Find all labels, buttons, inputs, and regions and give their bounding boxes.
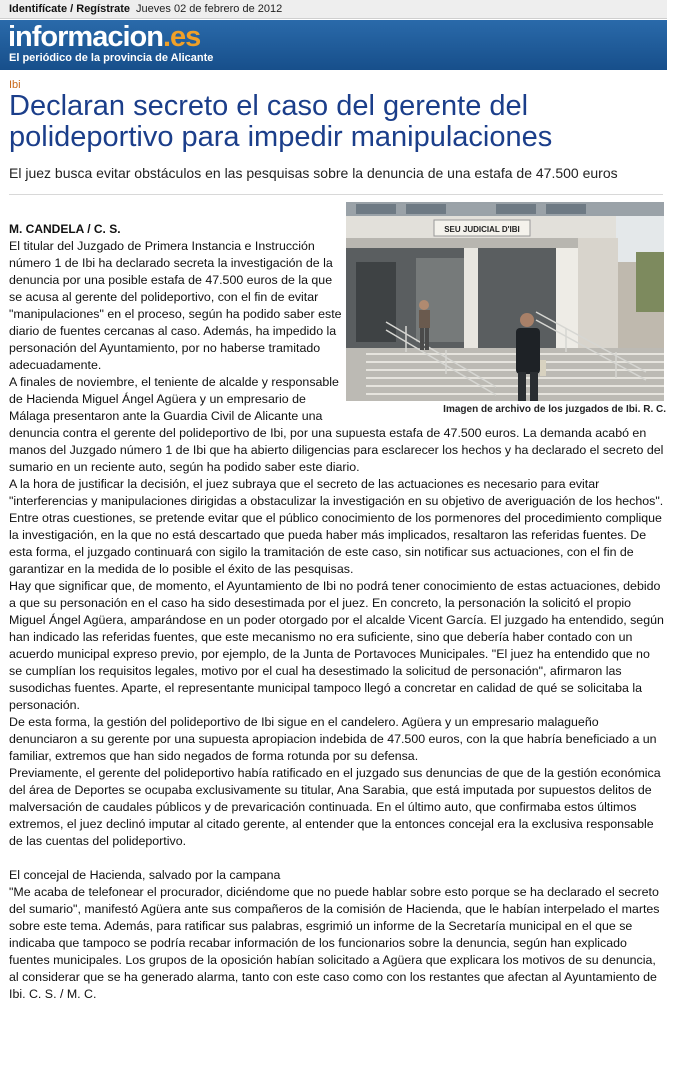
article-body	[9, 238, 666, 1003]
paragraph: El titular del Juzgado de Primera Instancia e Instrucción número 1 de Ibi ha declarado secreta la investigación de la denuncia por una posible estafa de 47.500 euros de la que se acusa al gerente del polideportivo, con el fin de evitar "manipulaciones" en el proceso, según ha podido saber este diario de fuentes cercanas al caso. Además, ha impedido la personación del Ayuntamiento, por no haberse tramitado adecuadamente.	[9, 239, 342, 372]
topbar-separator: /	[67, 3, 77, 15]
byline: M. CANDELA / C. S.	[9, 222, 121, 236]
logo-suffix: es	[170, 21, 201, 53]
paragraph: A finales de noviembre, el teniente de alcalde y responsable de Hacienda Miguel Ángel Agüera y un empresario de Málaga presentaron ante la Guardia Civil de Alicante una denuncia contra el gerente del polideportivo de Ibi, por una supuesta estafa de 47.500 euros. La demanda acabó en manos del Juzgado número 1 de Ibi que ha abierto diligencias para esclarecer los hechos y ha declarado el secreto del sumario en un reciente auto, según ha podido saber este diario.	[9, 375, 664, 474]
courthouse-sign: SEU JUDICIAL D'IBI	[444, 225, 520, 234]
register-link[interactable]: Regístrate	[76, 3, 131, 15]
site-logo[interactable]	[8, 21, 200, 54]
divider	[9, 194, 663, 195]
subheading: El concejal de Hacienda, salvado por la campana	[9, 868, 281, 882]
top-bar	[0, 0, 667, 19]
paragraph: A la hora de justificar la decisión, el juez subraya que el secreto de las actuaciones es necesario para evitar "interferencias y manipulaciones dirigidas a obstaculizar la investigación en su objetivo de averiguación de los hechos". Entre otras cuestiones, se pretende evitar que el público conocimiento de los pormenores del procedimiento complique la investigación, en la que no está descartado que pueda haber más implicados, resaltaron las referidas fuentes. De esta forma, el juzgado continuará con sigilo la tramitación de este caso, sin notificar sus actuaciones, con el fin de garantizar en la medida de lo posible el éxito de las pesquisas.	[9, 477, 664, 576]
logo-main: informacion	[8, 21, 163, 53]
paragraph-gap	[9, 850, 666, 867]
photo-caption: Imagen de archivo de los juzgados de Ibi. R. C.	[443, 404, 666, 415]
site-tagline: El periódico de la provincia de Alicante	[9, 52, 214, 64]
paragraph: Previamente, el gerente del polideportivo había ratificado en el juzgado sus denuncias de que de la gestión económica del área de Deportes se ocupaba exclusivamente su titular, Ana Sarabia, que está imputada por supuestos delitos de malversación de caudales públicos y de prevaricación continuada. En el último auto, que confirmaba estos últimos extremos, el juez declinó imputar al citado gerente, al entender que la entonces concejal era la exclusiva responsable de las cuentas del polideportivo.	[9, 766, 661, 848]
section-link[interactable]: Ibi	[9, 79, 21, 91]
photo-spacer	[344, 238, 666, 418]
masthead	[0, 20, 667, 70]
paragraph: De esta forma, la gestión del polideportivo de Ibi sigue en el candelero. Agüera y un empresario malagueño denunciaron a su gerente por una supuesta apropiacion indebida de 47.500 euros, con la que habría beneficiado a un familiar, extremos que han sido negados de forma rotunda por su defensa.	[9, 715, 657, 763]
article-headline: Declaran secreto el caso del gerente del polideportivo para impedir manipulaciones	[9, 90, 553, 153]
login-link[interactable]: Identifícate	[9, 3, 68, 15]
article-subtitle: El juez busca evitar obstáculos en las pesquisas sobre la denuncia de una estafa de 47.500 euros	[9, 165, 618, 181]
paragraph: "Me acaba de telefonear el procurador, diciéndome que no puede hablar sobre esto porque se ha declarado el secreto del sumario", manifestó Agüera ante sus compañeros de la comisión de Hacienda, que le habían interpelado el martes sobre este tema. Además, para ratificar sus palabras, esgrimió un informe de la Secretaría municipal en el que se indicaba que tampoco se podría recabar información de los funcionarios sobre la denuncia, según han explicado fuentes municipales. Los grupos de la oposición habían solicitado a Agüera que explicara los motivos de su denuncia, al considerar que se ha generado alarma, tanto con este caso como con los restantes que afectan al Ayuntamiento de Ibi. C. S. / M. C.	[9, 885, 660, 1001]
current-date: Jueves 02 de febrero de 2012	[136, 3, 283, 15]
logo-dot: .	[162, 21, 171, 53]
paragraph: Hay que significar que, de momento, el Ayuntamiento de Ibi no podrá tener conocimiento de estas actuaciones, debido a que su personación en el caso ha sido desestimada por el juez. En concreto, la personación la solicitó el propio Miguel Ángel Agüera, amparándose en un poder otorgado por el alcalde Vicent García. El juzgado ha entendido, según han indicado las referidas fuentes, que este mecanismo no era suficiente, sino que debería haber contado con un acuerdo municipal expreso previo, por ejemplo, de la Junta de Portavoces Municipales. "El juez ha entendido que no se cumplían los requisitos legales, motivo por el cual ha desestimado la solicitud de personación", afirmaron las susodichas fuentes. Aparte, el representante municipal tampoco llegó a concretar en calidad de qué se solicitaba la personación.	[9, 579, 664, 712]
